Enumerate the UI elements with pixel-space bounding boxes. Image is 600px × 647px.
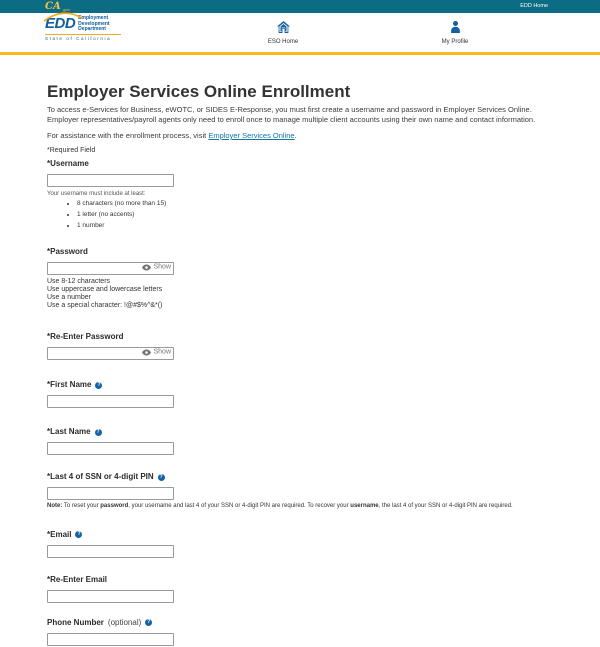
reenter-password-label: *Re-Enter Password xyxy=(47,332,124,341)
required-field-note: *Required Field xyxy=(47,147,96,154)
reset-note: Note: To reset your password, your username and last 4 of your SSN or 4-digit PIN are required. To recover your username, the last 4 of your SSN or 4-digit PIN are required. xyxy=(47,503,513,509)
site-header xyxy=(0,13,600,52)
eye-icon xyxy=(142,264,151,270)
password-hint-item: Use a special character: !@#$%^&*() xyxy=(47,302,163,309)
reenter-email-input[interactable] xyxy=(47,590,174,603)
phone-help-icon[interactable]: ? xyxy=(147,619,151,625)
password-hint-item: Use uppercase and lowercase letters xyxy=(47,286,163,293)
utility-bar xyxy=(0,0,600,13)
password-show-button[interactable] xyxy=(142,264,171,271)
nav-eso-home[interactable] xyxy=(248,20,318,45)
assistance-suffix: . xyxy=(294,131,297,140)
first-name-help-icon[interactable]: ? xyxy=(97,381,101,388)
page-title: Employer Services Online Enrollment xyxy=(47,82,351,101)
first-name-input[interactable] xyxy=(47,395,174,408)
enrollment-form xyxy=(0,55,600,647)
reenter-password-show-label: Show xyxy=(153,348,171,356)
ca-gov-logo-gov: .gov xyxy=(61,7,71,12)
field-first-name xyxy=(47,381,553,409)
password-show-label: Show xyxy=(153,263,171,271)
edd-logo-tagline: State of California xyxy=(45,36,112,41)
reenter-password-show-button[interactable] xyxy=(142,349,171,356)
intro-paragraph: To access e-Services for Business, eWOTC, or SIDES E-Response, you must first create a username and password in Employer Services Online. Employer representatives/payroll agents only need to enroll once to manage multiple client accounts using their own name and contact information. xyxy=(47,105,536,124)
employer-services-online-link[interactable]: Employer Services Online xyxy=(208,131,295,140)
edd-logo-underline xyxy=(45,34,121,35)
edd-logo[interactable] xyxy=(45,16,121,41)
nav-my-profile-label: My Profile xyxy=(441,39,469,45)
username-hint-title: Your username must include at least: xyxy=(47,191,146,197)
username-hint-item: • 1 number xyxy=(77,222,553,229)
email-input[interactable] xyxy=(47,545,174,558)
field-last-name xyxy=(47,428,553,456)
nav-my-profile[interactable] xyxy=(420,20,490,45)
last-name-input[interactable] xyxy=(47,442,174,455)
last-name-help-icon[interactable]: ? xyxy=(96,428,100,435)
edd-home-link[interactable]: EDD Home xyxy=(520,3,548,9)
nav-eso-home-label: ESO Home xyxy=(267,39,299,45)
reenter-email-label: *Re-Enter Email xyxy=(47,574,108,584)
assistance-prefix: For assistance with the enrollment process, visit xyxy=(47,131,209,140)
password-hint-item: Use a number xyxy=(47,294,91,301)
ssn-pin-input[interactable] xyxy=(47,487,174,500)
username-hints-list xyxy=(47,200,553,229)
username-hint-item: • 1 letter (no accents) xyxy=(77,211,553,218)
ssn-pin-label: *Last 4 of SSN or 4-digit PIN xyxy=(47,472,154,481)
password-hint-item: Use 8-12 characters xyxy=(47,278,111,285)
edd-logo-department-lines: Employment Development Department xyxy=(78,15,110,32)
field-email xyxy=(47,531,553,559)
person-icon xyxy=(450,20,461,33)
phone-input[interactable] xyxy=(47,633,174,646)
edd-logo-swoosh-icon xyxy=(42,12,84,22)
username-hint-item: • 8 characters (no more than 15) xyxy=(77,200,553,207)
field-reenter-password xyxy=(47,333,553,361)
phone-label: Phone Number xyxy=(47,617,104,627)
email-help-icon[interactable]: ? xyxy=(77,531,81,537)
field-phone-number xyxy=(47,619,553,647)
field-username xyxy=(47,160,553,229)
email-label: *Email xyxy=(47,529,72,539)
ssn-pin-help-icon[interactable]: ? xyxy=(159,473,163,480)
ca-gov-logo-ca: CA xyxy=(45,1,61,12)
password-label: *Password xyxy=(47,247,88,256)
last-name-label: *Last Name xyxy=(47,427,91,436)
field-reenter-email xyxy=(47,576,553,604)
username-input[interactable] xyxy=(47,174,174,187)
password-hints xyxy=(47,278,553,310)
home-icon xyxy=(277,20,290,33)
first-name-label: *First Name xyxy=(47,380,92,389)
phone-optional-label: (optional) xyxy=(107,617,142,627)
edd-logo-text: EDD xyxy=(45,15,76,33)
username-label: *Username xyxy=(47,159,89,168)
eye-icon xyxy=(142,349,151,355)
assistance-line xyxy=(47,131,553,140)
field-ssn-pin xyxy=(47,473,553,510)
field-password xyxy=(47,248,553,310)
